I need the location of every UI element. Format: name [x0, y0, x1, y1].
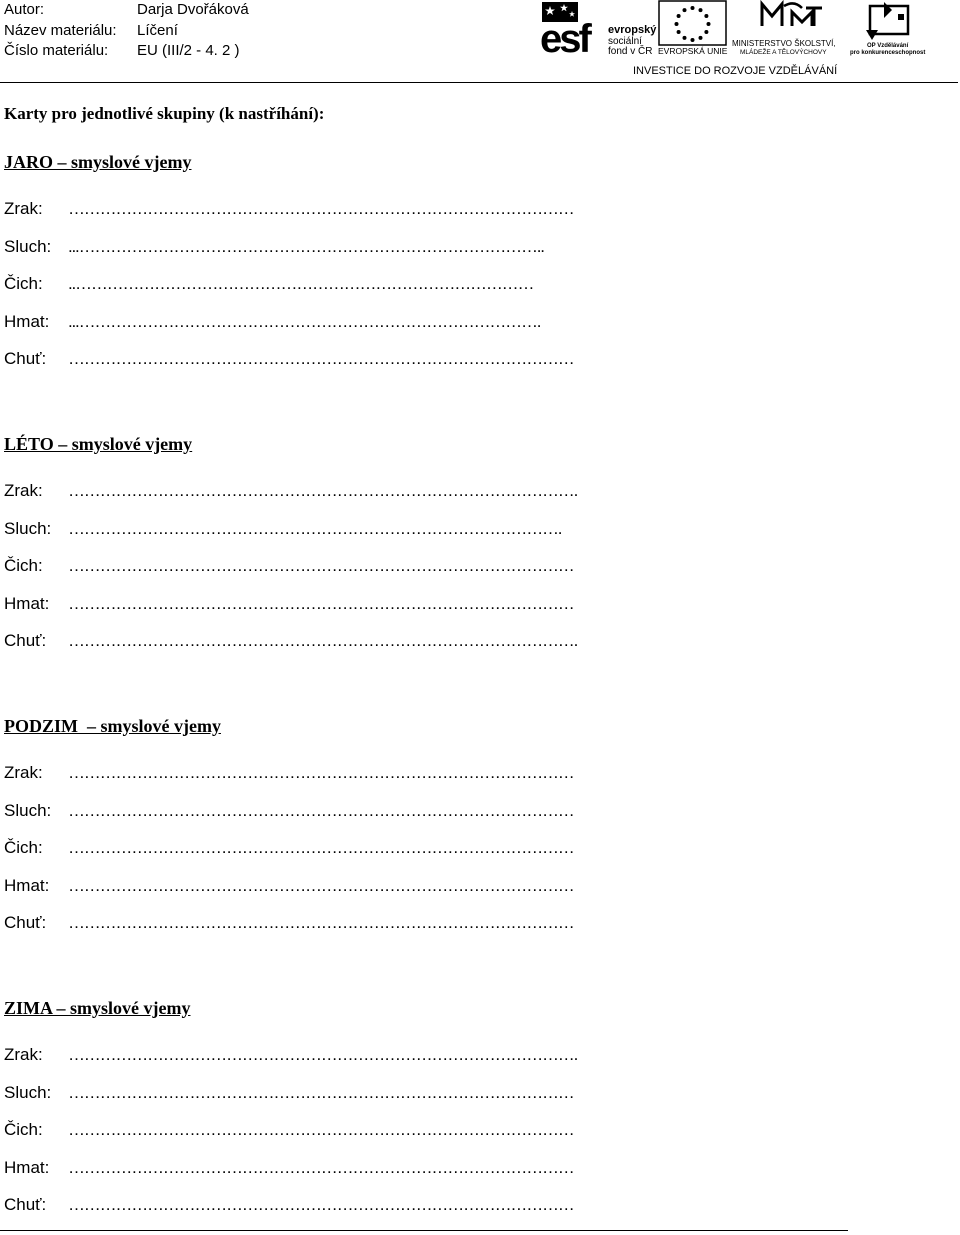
- field-label: Sluch:: [4, 800, 52, 820]
- section-title: LÉTO – smyslové vjemy: [4, 434, 193, 454]
- msmt-line-2: MLÁDEŽE A TĚLOVÝCHOVY: [740, 49, 827, 56]
- field-label: Zrak:: [4, 199, 43, 218]
- footer-divider: [0, 1230, 848, 1231]
- field-sluch: [4, 518, 864, 556]
- field-chut: [4, 630, 864, 668]
- fill-in-line: ...……………………………………………………………………………..: [68, 236, 544, 256]
- field-label: Hmat:: [4, 311, 50, 331]
- fill-in-line: ……………………………………………………………………………………: [68, 1157, 574, 1177]
- fill-in-line: ……………………………………………………………………………………: [68, 913, 574, 932]
- meta-row-author: [4, 0, 249, 21]
- meta-key: Název materiálu:: [4, 21, 117, 39]
- field-hmat: [4, 1157, 864, 1195]
- field-label: Chuť:: [4, 1195, 47, 1214]
- tagline: INVESTICE DO ROZVOJE VZDĚLÁVÁNÍ: [633, 65, 838, 77]
- field-label: Sluch:: [4, 236, 52, 256]
- field-label: Hmat:: [4, 875, 50, 895]
- document-meta: [4, 0, 249, 62]
- section-title: JARO – smyslové vjemy: [4, 152, 192, 172]
- section-jaro: [4, 151, 864, 386]
- meta-row-title: [4, 21, 249, 42]
- eu-label: EVROPSKÁ UNIE: [658, 46, 728, 56]
- field-label: Zrak:: [4, 481, 43, 500]
- field-hmat: [4, 875, 864, 913]
- field-sluch: [4, 236, 864, 274]
- section-zima: [4, 997, 864, 1232]
- op-line-2: pro konkurenceschopnost: [850, 50, 926, 56]
- field-label: Chuť:: [4, 349, 47, 368]
- op-line-1: OP Vzdělávání: [867, 43, 909, 49]
- fill-in-line: ……………………………………………………………………………………: [68, 593, 574, 613]
- section-podzim: [4, 715, 864, 950]
- field-zrak: [4, 762, 864, 800]
- meta-key: Autor:: [4, 1, 45, 18]
- field-label: Čich:: [4, 838, 43, 857]
- logo-strip: [540, 0, 935, 80]
- fill-in-line: ..……………………………………………………………………………: [68, 274, 534, 293]
- field-label: Hmat:: [4, 1157, 50, 1177]
- fill-in-line: ……………………………………………………………………………………: [68, 1120, 574, 1139]
- field-cich: [4, 837, 864, 875]
- meta-value: Líčení: [137, 21, 178, 39]
- op-logo: [850, 2, 925, 56]
- field-zrak: [4, 1044, 864, 1082]
- esf-line-3: fond v ČR: [608, 46, 653, 57]
- field-cich: [4, 273, 864, 311]
- esf-logo: [540, 2, 657, 61]
- page-heading: Karty pro jednotlivé skupiny (k nastříhání):: [4, 104, 325, 123]
- msmt-line-1: MINISTERSTVO ŠKOLSTVÍ,: [732, 39, 836, 48]
- section-leto: [4, 433, 864, 668]
- esf-big-text: esf: [540, 17, 589, 61]
- field-label: Čich:: [4, 1120, 43, 1139]
- field-hmat: [4, 311, 864, 349]
- fill-in-line: …………………………………………………………………………………….: [68, 631, 578, 650]
- fill-in-line: ……………………………………………………………………………………: [68, 349, 574, 368]
- field-chut: [4, 912, 864, 950]
- field-zrak: [4, 198, 864, 236]
- field-hmat: [4, 593, 864, 631]
- field-label: Sluch:: [4, 1082, 52, 1102]
- fill-in-line: ……………………………………………………………………………………: [68, 838, 574, 857]
- fill-in-line: ……………………………………………………………………………………: [68, 763, 574, 782]
- header-divider: [0, 82, 958, 83]
- field-label: Zrak:: [4, 1045, 43, 1064]
- field-cich: [4, 555, 864, 593]
- section-title: ZIMA – smyslové vjemy: [4, 998, 191, 1018]
- esf-line-2: sociální: [608, 36, 642, 47]
- field-zrak: [4, 480, 864, 518]
- field-label: Chuť:: [4, 913, 47, 932]
- fill-in-line: …………………………………………………………………………………….: [68, 481, 578, 500]
- field-label: Chuť:: [4, 631, 47, 650]
- eu-flag-logo: [658, 1, 728, 56]
- meta-row-number: [4, 41, 249, 62]
- meta-value: EU (III/2 - 4. 2 ): [137, 42, 240, 59]
- fill-in-line: ...…………………………………………………………………………….: [68, 311, 541, 331]
- fill-in-line: ……………………………………………………………………………………: [68, 800, 574, 820]
- msmt-logo: [732, 3, 836, 56]
- section-title: PODZIM – smyslové vjemy: [4, 716, 221, 736]
- field-label: Čich:: [4, 274, 43, 293]
- field-label: Zrak:: [4, 763, 43, 782]
- fill-in-line: ……………………………………………………………………………………: [68, 1082, 574, 1102]
- esf-line-1: evropský: [608, 24, 657, 36]
- field-chut: [4, 1194, 864, 1232]
- field-label: Hmat:: [4, 593, 50, 613]
- field-label: Sluch:: [4, 518, 52, 538]
- meta-value: Darja Dvořáková: [137, 1, 249, 18]
- fill-in-line: ………………………………………………………………………………….: [68, 518, 562, 538]
- meta-key: Číslo materiálu:: [4, 42, 109, 59]
- fill-in-line: ……………………………………………………………………………………: [68, 556, 574, 575]
- field-label: Čich:: [4, 556, 43, 575]
- field-cich: [4, 1119, 864, 1157]
- field-chut: [4, 348, 864, 386]
- field-sluch: [4, 1082, 864, 1120]
- fill-in-line: …………………………………………………………………………………….: [68, 1045, 578, 1064]
- fill-in-line: ……………………………………………………………………………………: [68, 875, 574, 895]
- fill-in-line: ……………………………………………………………………………………: [68, 199, 574, 218]
- fill-in-line: ……………………………………………………………………………………: [68, 1195, 574, 1214]
- field-sluch: [4, 800, 864, 838]
